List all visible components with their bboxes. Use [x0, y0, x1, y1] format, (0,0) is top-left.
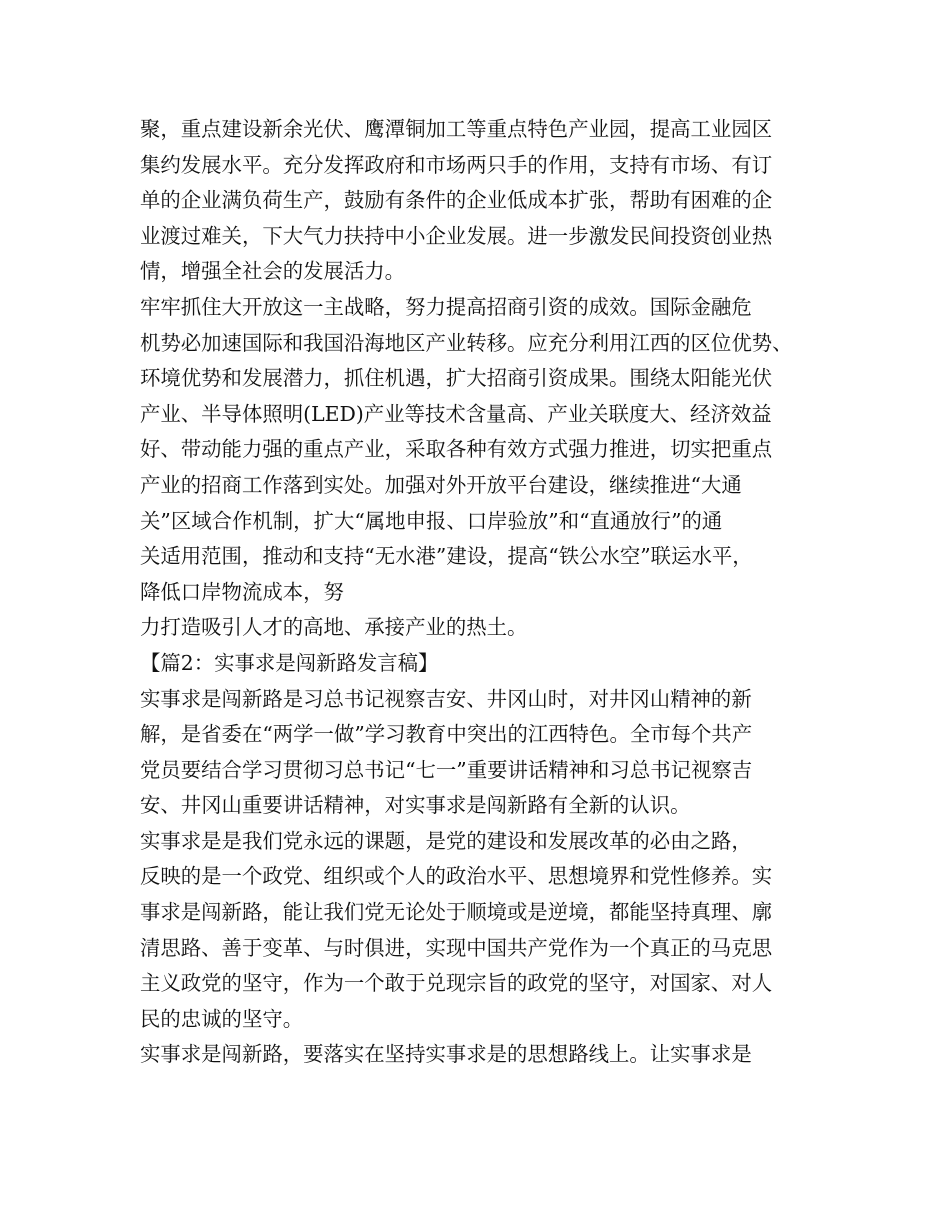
- text-line: 清思路、善于变革、与时俱进，实现中国共产党作为一个真正的马克思: [140, 935, 773, 960]
- text-line: 实事求是是我们党永远的课题，是党的建设和发展改革的必由之路，: [140, 828, 752, 853]
- text-line: 反映的是一个政党、组织或个人的政治水平、思想境界和党性修养。实: [140, 864, 773, 889]
- text-line: 环境优势和发展潜力，抓住机遇，扩大招商引资成果。围绕太阳能光伏: [140, 366, 773, 391]
- text-line: 集约发展水平。充分发挥政府和市场两只手的作用，支持有市场、有订: [140, 152, 773, 177]
- text-line: 牢牢抓住大开放这一主战略，努力提高招商引资的成效。国际金融危: [140, 294, 752, 319]
- text-line: 主义政党的坚守，作为一个敢于兑现宗旨的政党的坚守，对国家、对人: [140, 971, 773, 996]
- text-line: 民的忠诚的坚守。: [140, 1006, 304, 1031]
- text-line: 力打造吸引人才的高地、承接产业的热土。: [140, 615, 528, 640]
- text-line: 产业的招商工作落到实处。加强对外开放平台建设，继续推进“大通: [140, 472, 742, 497]
- text-line: 降低口岸物流成本，努: [140, 579, 344, 604]
- text-line: 业渡过难关，下大气力扶持中小企业发展。进一步激发民间投资创业热: [140, 223, 773, 248]
- text-line: 实事求是闯新路是习总书记视察吉安、井冈山时，对井冈山精神的新: [140, 686, 752, 711]
- text-line: 机势必加速国际和我国沿海地区产业转移。应充分利用江西的区位优势、: [140, 330, 793, 355]
- section-heading: 【篇2：实事求是闯新路发言稿】: [140, 650, 439, 675]
- text-line: 党员要结合学习贯彻习总书记“七一”重要讲话精神和习总书记视察吉: [140, 757, 753, 782]
- text-line: 关”区域合作机制，扩大“属地申报、口岸验放”和“直通放行”的通: [140, 508, 723, 533]
- text-line: 聚，重点建设新余光伏、鹰潭铜加工等重点特色产业园，提高工业园区: [140, 117, 773, 141]
- text-line: 关适用范围，推动和支持“无水港”建设，提高“铁公水空”联运水平，: [140, 544, 753, 569]
- text-line: 情，增强全社会的发展活力。: [140, 259, 406, 284]
- text-line: 产业、半导体照明(LED)产业等技术含量高、产业关联度大、经济效益: [140, 401, 772, 426]
- text-line: 好、带动能力强的重点产业，采取各种有效方式强力推进，切实把重点: [140, 437, 773, 462]
- text-line: 安、井冈山重要讲话精神，对实事求是闯新路有全新的认识。: [140, 793, 691, 818]
- text-line: 事求是闯新路，能让我们党无论处于顺境或是逆境，都能坚持真理、廓: [140, 900, 773, 925]
- text-line: 实事求是闯新路，要落实在坚持实事求是的思想路线上。让实事求是: [140, 1042, 752, 1067]
- text-line: 解，是省委在“两学一做”学习教育中突出的江西特色。全市每个共产: [140, 722, 753, 747]
- text-line: 单的企业满负荷生产，鼓励有条件的企业低成本扩张，帮助有困难的企: [140, 188, 773, 213]
- body-text: [140, 112, 830, 1073]
